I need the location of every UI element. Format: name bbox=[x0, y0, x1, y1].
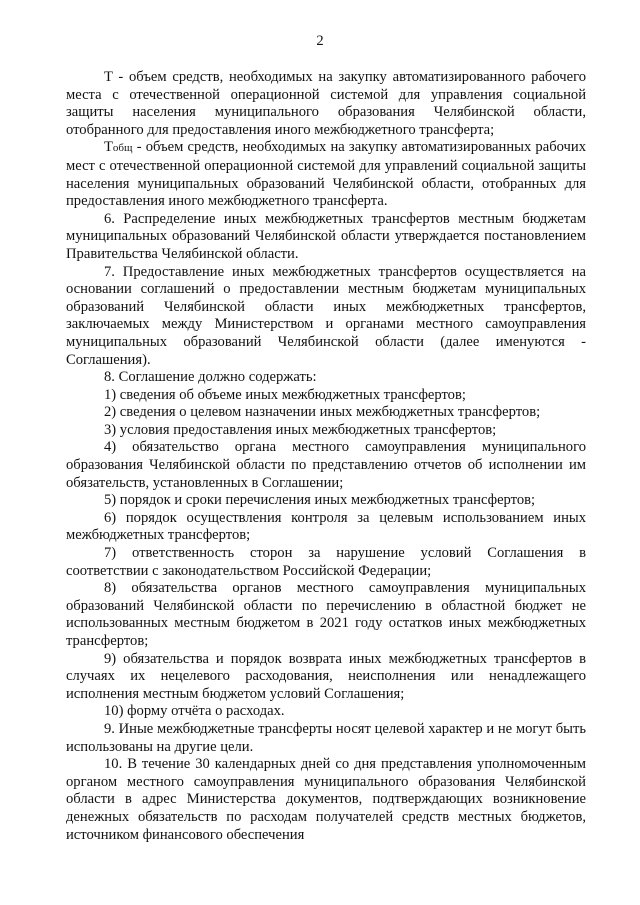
paragraph-8: 8. Соглашение должно содержать: bbox=[104, 369, 317, 386]
list-item-7: 7) ответственность сторон за нарушение условий Соглашения в соответствии с законодательством Российской Федерации; bbox=[66, 545, 586, 579]
list-item-2: 2) сведения о целевом назначении иных межбюджетных трансфертов; bbox=[104, 404, 541, 421]
paragraph-9: 9. Иные межбюджетные трансферты носят целевой характер и не могут быть использованы на другие цели. bbox=[66, 720, 586, 755]
paragraph-t-definition: T - объем средств, необходимых на закупку автоматизированного рабочего места с отечественной операционной системой для управления социальной защиты населения муниципального образования Челябинской области, отобранного для предоставления иного межбюджетного трансферта; bbox=[66, 69, 586, 138]
paragraph-10: 10. В течение 30 календарных дней со дня представления уполномоченным органом местного самоуправления муниципального образования Челябинской области в адрес Министерства документов, подтверждающих возникновение денежных обязательств по расходам получателей средств местных бюджетов, источником финансового обеспечения bbox=[66, 756, 586, 843]
list-item-3: 3) условия предоставления иных межбюджетных трансфертов; bbox=[104, 421, 497, 438]
t-total-text: - объем средств, необходимых на закупку автоматизированных рабочих мест с отечественной операционной системой для управлений социальной защиты населения муниципальных образований Челябинской области, отобранных для предоставления иного межбюджетного трансферта. bbox=[66, 139, 586, 210]
paragraph-6: 6. Распределение иных межбюджетных трансфертов местным бюджетам муниципальных образований Челябинской области утверждается постановлением Правительства Челябинской области. bbox=[66, 210, 586, 262]
list-item-8: 8) обязательства органов местного самоуправления муниципальных образований Челябинской области по перечислению в областной бюджет не использованных местным бюджетом в 2021 году остатков иных межбюджетных трансфертов; bbox=[66, 580, 586, 649]
t-subscript: общ bbox=[112, 142, 133, 155]
list-item-9: 9) обязательства и порядок возврата иных межбюджетных трансфертов в случаях их нецелевого расходования, неисполнения или ненадлежащего исполнения местным бюджетом условий Соглашения; bbox=[66, 650, 586, 702]
list-item-4: 4) обязательство органа местного самоуправления муниципального образования Челябинской области по представлению отчетов об исполнении им обязательств, установленных в Соглашении; bbox=[66, 439, 586, 491]
t-symbol: T bbox=[104, 139, 113, 156]
list-item-10: 10) форму отчёта о расходах. bbox=[104, 703, 285, 720]
list-item-5: 5) порядок и сроки перечисления иных межбюджетных трансфертов; bbox=[104, 492, 536, 509]
list-item-6: 6) порядок осуществления контроля за целевым использованием иных межбюджетных трансфертов; bbox=[66, 509, 586, 544]
paragraph-t-total-definition bbox=[66, 139, 586, 210]
list-item-1: 1) сведения об объеме иных межбюджетных трансфертов; bbox=[104, 386, 466, 403]
paragraph-7: 7. Предоставление иных межбюджетных трансфертов осуществляется на основании соглашений о предоставлении местным бюджетам муниципальных образований Челябинской области иных межбюджетных трансфертов, заключаемых между Министерством и органами местного самоуправления муниципальных образований Челябинской области (далее именуются - Соглашения). bbox=[66, 263, 586, 368]
page-number: 2 bbox=[316, 33, 324, 49]
document-body bbox=[66, 69, 586, 844]
